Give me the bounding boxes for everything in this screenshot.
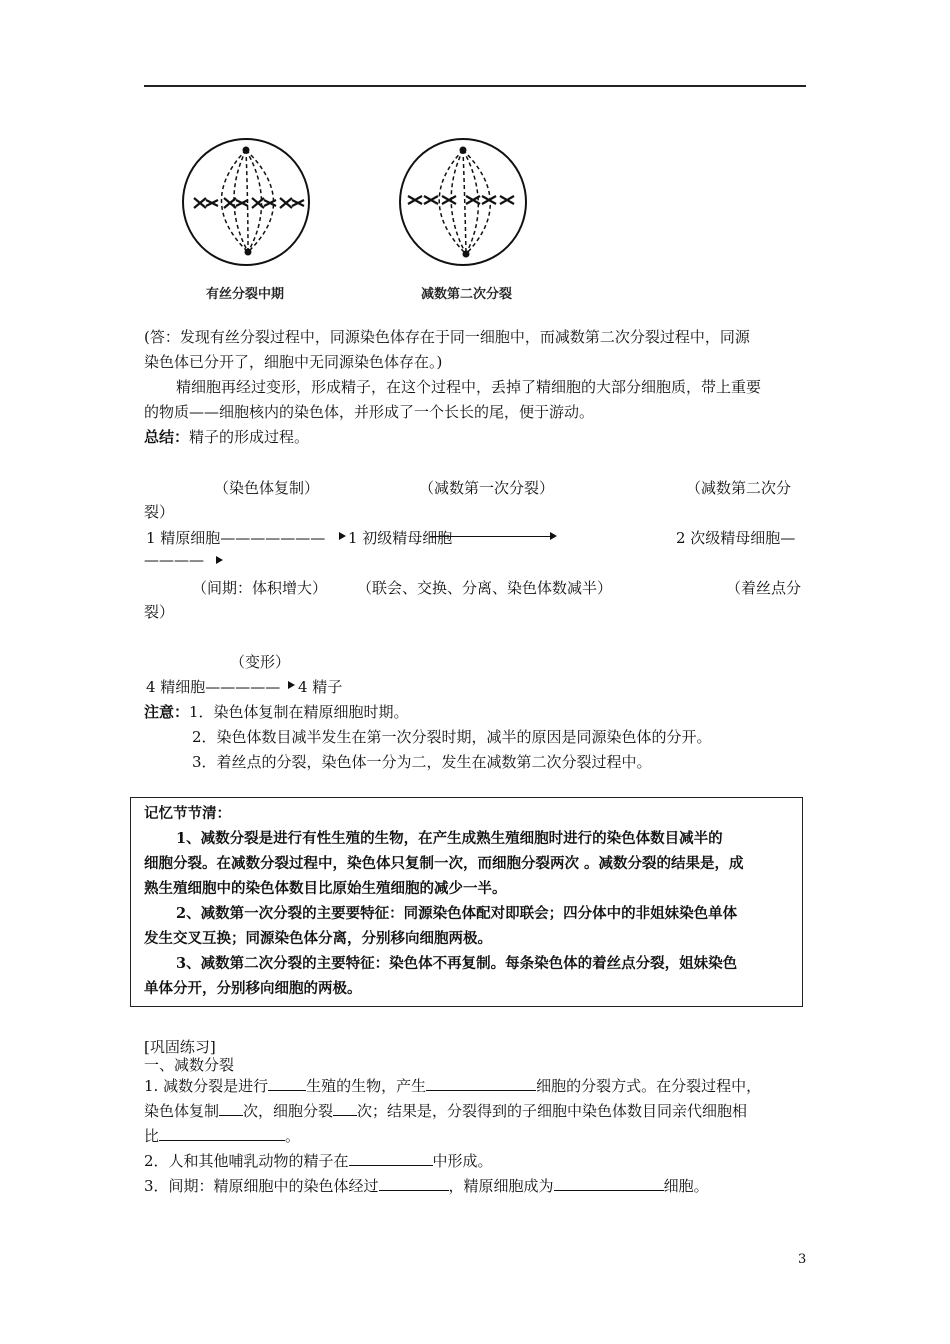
q1-blank-2[interactable] [426, 1076, 536, 1091]
answer-line-1: (答：发现有丝分裂过程中，同源染色体存在于同一细胞中，而减数第二次分裂过程中，同源 [144, 328, 750, 346]
q1-text-d: 染色体复制 [144, 1102, 220, 1120]
flow-arrow-3-head [216, 556, 223, 564]
q1-text-h: 。 [285, 1127, 301, 1145]
notes-item-2: 2．染色体数目减半发生在第一次分裂时期，减半的原因是同源染色体的分开。 [192, 728, 712, 746]
memory-line-3: 熟生殖细胞中的染色体数目比原始生殖细胞的减少一半。 [144, 880, 507, 897]
memory-line-1: 1、减数分裂是进行有性生殖的生物，在产生成熟生殖细胞时进行的染色体数目减半的 [176, 830, 723, 847]
summary-label: 总结： [144, 428, 190, 446]
q2-text-b: 中形成。 [432, 1152, 493, 1170]
q2-text-a: 2．人和其他哺乳动物的精子在 [144, 1152, 349, 1170]
question-3 [144, 1175, 709, 1196]
q1-text-e: 次，细胞分裂 [243, 1102, 334, 1120]
q1-text-c: 细胞的分裂方式。在分裂过程中， [536, 1077, 762, 1095]
q3-text-c: 细胞。 [663, 1177, 709, 1195]
notes-item-1 [144, 701, 409, 722]
flow-cell-sperm: 4 精子 [298, 678, 343, 696]
flow-label-meiosis2: （减数第二次分 [686, 479, 792, 497]
flow-arrow-1-head [339, 532, 346, 540]
q3-blank-2[interactable] [554, 1176, 664, 1191]
q2-blank-1[interactable] [349, 1151, 433, 1166]
q1-text-a: 1. 减数分裂是进行 [144, 1077, 269, 1095]
flow-label-meiosis2-cont: 裂） [144, 503, 175, 521]
flow-note-centromere-cont: 裂） [144, 603, 175, 621]
flow-note-centromere: （着丝点分 [726, 579, 802, 597]
meiosis2-caption: 减数第二次分裂 [421, 287, 513, 302]
flow-note-interphase: （间期：体积增大） [192, 579, 328, 597]
q3-text-b: ，精原细胞成为 [448, 1177, 554, 1195]
memory-line-4: 2、减数第一次分裂的主要要特征：同源染色体配对即联会；四分体中的非姐妹染色单体 [176, 905, 738, 922]
flow-cell-spermatid: 4 精细胞————— [146, 678, 281, 696]
flow-cell-primary: 1 初级精母细胞 [348, 529, 453, 547]
sperm-paragraph-line-2: 的物质——细胞核内的染色体，并形成了一个长长的尾，便于游动。 [144, 403, 595, 421]
memory-line-5: 发生交叉互换；同源染色体分离，分别移向细胞两极。 [144, 930, 492, 947]
flow-label-replication: （染色体复制） [214, 479, 320, 497]
flow-cell-secondary: 2 次级精母细胞— [676, 529, 796, 547]
mitosis-chromosomes [194, 198, 304, 208]
question-1-line-1 [144, 1075, 761, 1096]
page-number: 3 [798, 1252, 807, 1267]
flow-cell-spermatogonium: 1 精原细胞——————— [146, 529, 326, 547]
memory-line-6: 3、减数第二次分裂的主要特征：染色体不再复制。每条染色体的着丝点分裂，姐妹染色 [176, 955, 738, 972]
memory-line-7: 单体分开，分别移向细胞的两极。 [144, 980, 362, 997]
q1-text-f: 次；结果是，分裂得到的子细胞中染色体数目同亲代细胞相 [357, 1102, 748, 1120]
q1-text-g: 比 [144, 1127, 160, 1145]
flow-cell-secondary-cont: ———— [144, 551, 204, 569]
meiosis2-chromosomes [408, 196, 514, 204]
memory-title: 记忆节节清： [144, 805, 231, 822]
flow-arrow-2-head [550, 532, 557, 540]
mitosis-caption: 有丝分裂中期 [206, 287, 285, 302]
sperm-paragraph-line-1: 精细胞再经过变形，形成精子，在这个过程中，丢掉了精细胞的大部分细胞质，带上重要 [176, 378, 762, 396]
question-2 [144, 1150, 493, 1171]
flow-arrow-2-line [430, 536, 550, 537]
q1-blank-4[interactable] [333, 1101, 357, 1116]
q3-text-a: 3．间期：精原细胞中的染色体经过 [144, 1177, 379, 1195]
q1-text-b: 生殖的生物，产生 [306, 1077, 427, 1095]
exercise-heading: [巩固练习] [144, 1038, 216, 1056]
answer-line-2: 染色体已分开了，细胞中无同源染色体存在。) [144, 353, 443, 371]
flow-note-synapsis: （联会、交换、分离、染色体数减半） [357, 579, 613, 597]
header-rule [144, 85, 806, 87]
notes-item-3: 3．着丝点的分裂，染色体一分为二，发生在减数第二次分裂过程中。 [192, 753, 652, 771]
question-1-line-3 [144, 1125, 300, 1146]
notes-text-1: 1．染色体复制在精原细胞时期。 [189, 703, 409, 721]
exercise-section-title: 一、减数分裂 [144, 1056, 235, 1074]
summary-text: 精子的形成过程。 [189, 428, 310, 446]
cell-diagrams [176, 138, 550, 304]
question-1-line-2 [144, 1100, 747, 1121]
memory-line-2: 细胞分裂。在减数分裂过程中，染色体只复制一次，而细胞分裂两次 。减数分裂的结果是，成 [144, 855, 744, 872]
q1-blank-3[interactable] [219, 1101, 243, 1116]
flow-label-meiosis1: （减数第一次分裂） [419, 479, 555, 497]
q1-blank-1[interactable] [268, 1076, 306, 1091]
summary-line [144, 426, 309, 447]
flow-label-transform: （变形） [230, 653, 291, 671]
q1-blank-5[interactable] [159, 1126, 285, 1141]
q3-blank-1[interactable] [379, 1176, 449, 1191]
notes-label: 注意： [144, 703, 190, 721]
flow-arrow-4-head [288, 681, 295, 689]
cell-division-figure [176, 138, 550, 304]
